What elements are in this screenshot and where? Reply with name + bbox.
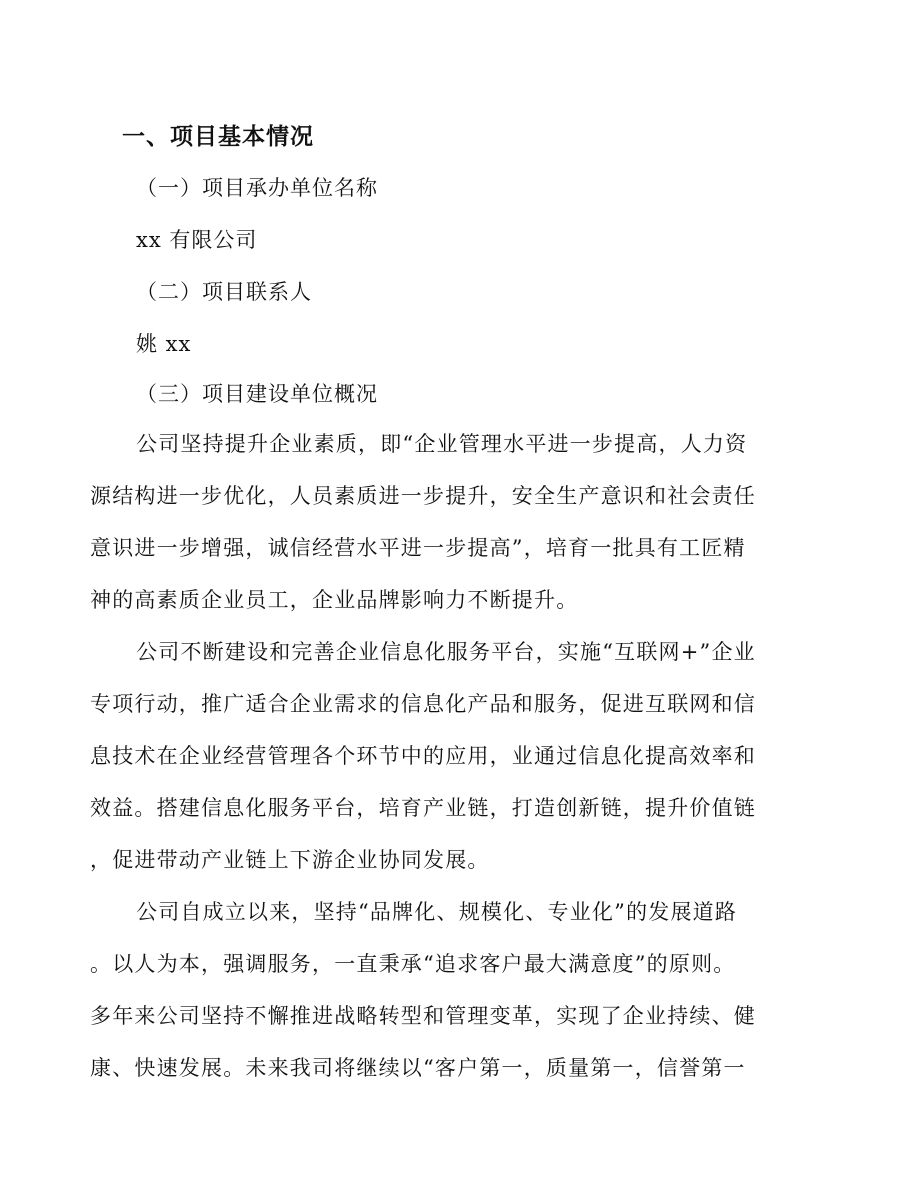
paragraph-line: 源结构进一步优化，人员素质进一步提升，安全生产意识和社会责任 [90,484,756,508]
subheading-construction-unit-overview: （三）项目建设单位概况 [136,382,378,406]
paragraph-line: 多年来公司坚持不懈推进战略转型和管理变革，实现了企业持续、健 [90,1004,756,1028]
paragraph-company-quality [90,418,830,626]
paragraph-informatization [90,626,830,886]
undertaking-unit-name: xx 有限公司 [136,228,258,252]
paragraph-line: ，促进带动产业链上下游企业协同发展。 [90,848,490,872]
paragraph-line: 息技术在企业经营管理各个环节中的应用，业通过信息化提高效率和 [90,744,756,768]
paragraph-line: 效益。搭建信息化服务平台，培育产业链，打造创新链，提升价值链 [90,796,756,820]
subheading-undertaking-unit: （一）项目承办单位名称 [136,176,378,200]
paragraph-line: 康、快速发展。未来我司将继续以“客户第一，质量第一，信誉第一 [90,1056,746,1080]
subheading-contact-person: （二）项目联系人 [136,280,312,304]
paragraph-line: 专项行动，推广适合企业需求的信息化产品和服务，促进互联网和信 [90,692,756,716]
paragraph-line: 意识进一步增强，诚信经营水平进一步提高”，培育一批具有工匠精 [90,536,746,560]
paragraph-line: 神的高素质企业员工，企业品牌影响力不断提升。 [90,588,579,612]
paragraph-line: 公司不断建设和完善企业信息化服务平台，实施“互联网+”企业 [136,640,756,664]
paragraph-line: 公司坚持提升企业素质，即“企业管理水平进一步提高，人力资 [136,432,748,456]
section-heading: 一、项目基本情况 [122,123,314,150]
contact-person-name: 姚 xx [136,332,192,356]
paragraph-development-path [90,886,830,1094]
paragraph-line: 公司自成立以来，坚持“品牌化、规模化、专业化”的发展道路 [136,900,738,924]
paragraph-line: 。以人为本，强调服务，一直秉承“追求客户最大满意度”的原则。 [90,952,736,976]
